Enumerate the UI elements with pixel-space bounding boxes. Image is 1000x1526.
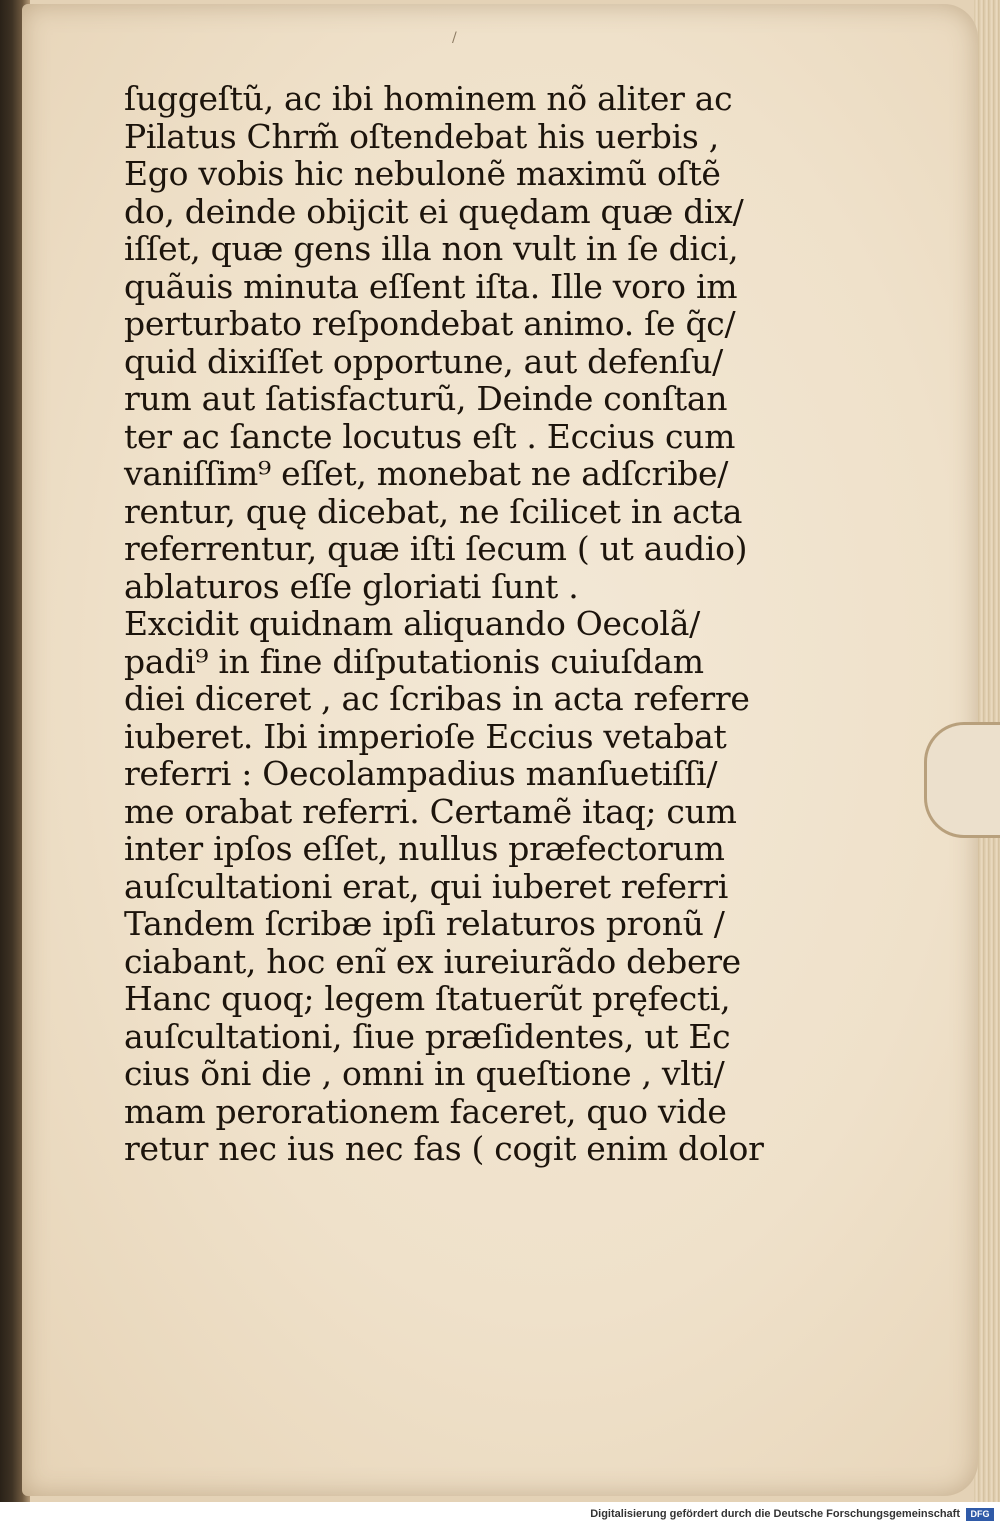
text-line: ſuggeſtũ, ac ibi hominem nõ aliter ac — [124, 79, 733, 118]
text-line: me orabat referri. Certamẽ itaq; cum — [124, 791, 737, 831]
text-line: rum aut ſatisfacturũ, Deinde conſtan — [124, 379, 728, 418]
funding-credit: Digitalisierung gefördert durch die Deutsche Forschungsgemeinschaft — [590, 1508, 960, 1520]
text-line: quid dixiſſet opportune, aut defenſu/ — [124, 341, 723, 381]
text-line: Ego vobis hic nebulonẽ maximũ oſtẽ — [124, 154, 721, 193]
text-line: iſſet, quæ gens illa non vult in ſe dici, — [124, 229, 739, 268]
body-text — [124, 80, 804, 1168]
text-line: Excidit quidnam aliquando Oecolã/ — [124, 604, 700, 643]
text-line: Hanc quoq; legem ſtatuerũt pręfecti, — [124, 979, 731, 1018]
text-line: do, deinde obijcit ei quędam quæ dix/ — [124, 191, 744, 231]
text-line: Tandem ſcribæ ipſi relaturos pronũ / — [124, 904, 725, 943]
text-line: iuberet. Ibi imperioſe Eccius vetabat — [124, 716, 727, 756]
text-line: ter ac ſancte locutus eſt . Eccius cum — [124, 416, 736, 456]
dfg-logo: DFG — [966, 1508, 994, 1521]
finger-tab — [924, 722, 1000, 838]
text-line: auſcultationi, ſiue præſidentes, ut Ec — [124, 1016, 731, 1056]
text-line: inter ipſos eſſet, nullus præfectorum — [124, 829, 725, 868]
text-line: padi⁹ in fine diſputationis cuiuſdam — [124, 641, 704, 681]
text-line: rentur, quę dicebat, ne ſcilicet in acta — [124, 491, 743, 531]
text-line: retur nec ius nec fas ( cogit enim dolor — [124, 1129, 764, 1168]
text-line: auſcultationi erat, qui iuberet referri — [124, 866, 728, 906]
text-line: quãuis minuta eſſent iſta. Ille voro im — [124, 266, 738, 306]
text-line: cius õni die , omni in queſtione , vlti/ — [124, 1054, 725, 1093]
text-line: ciabant, hoc enĩ ex iureiurãdo debere — [124, 941, 741, 981]
text-line: referrentur, quæ iſti ſecum ( ut audio) — [124, 529, 748, 568]
text-line: perturbato reſpondebat animo. ſe q̃c/ — [124, 304, 736, 343]
text-line: referri : Oecolampadius manſuetiſſi/ — [124, 754, 718, 793]
text-line: diei diceret , ac ſcribas in acta referre — [124, 679, 750, 718]
page-mark: / — [452, 30, 457, 46]
text-line: Pilatus Chrm̃ oſtendebat his uerbis , — [124, 116, 719, 156]
text-line: ablaturos eſſe gloriati ſunt . — [124, 566, 579, 606]
text-line: vaniſſim⁹ eſſet, monebat ne adſcribe/ — [124, 454, 729, 493]
text-line: mam perorationem faceret, quo vide — [124, 1091, 727, 1131]
